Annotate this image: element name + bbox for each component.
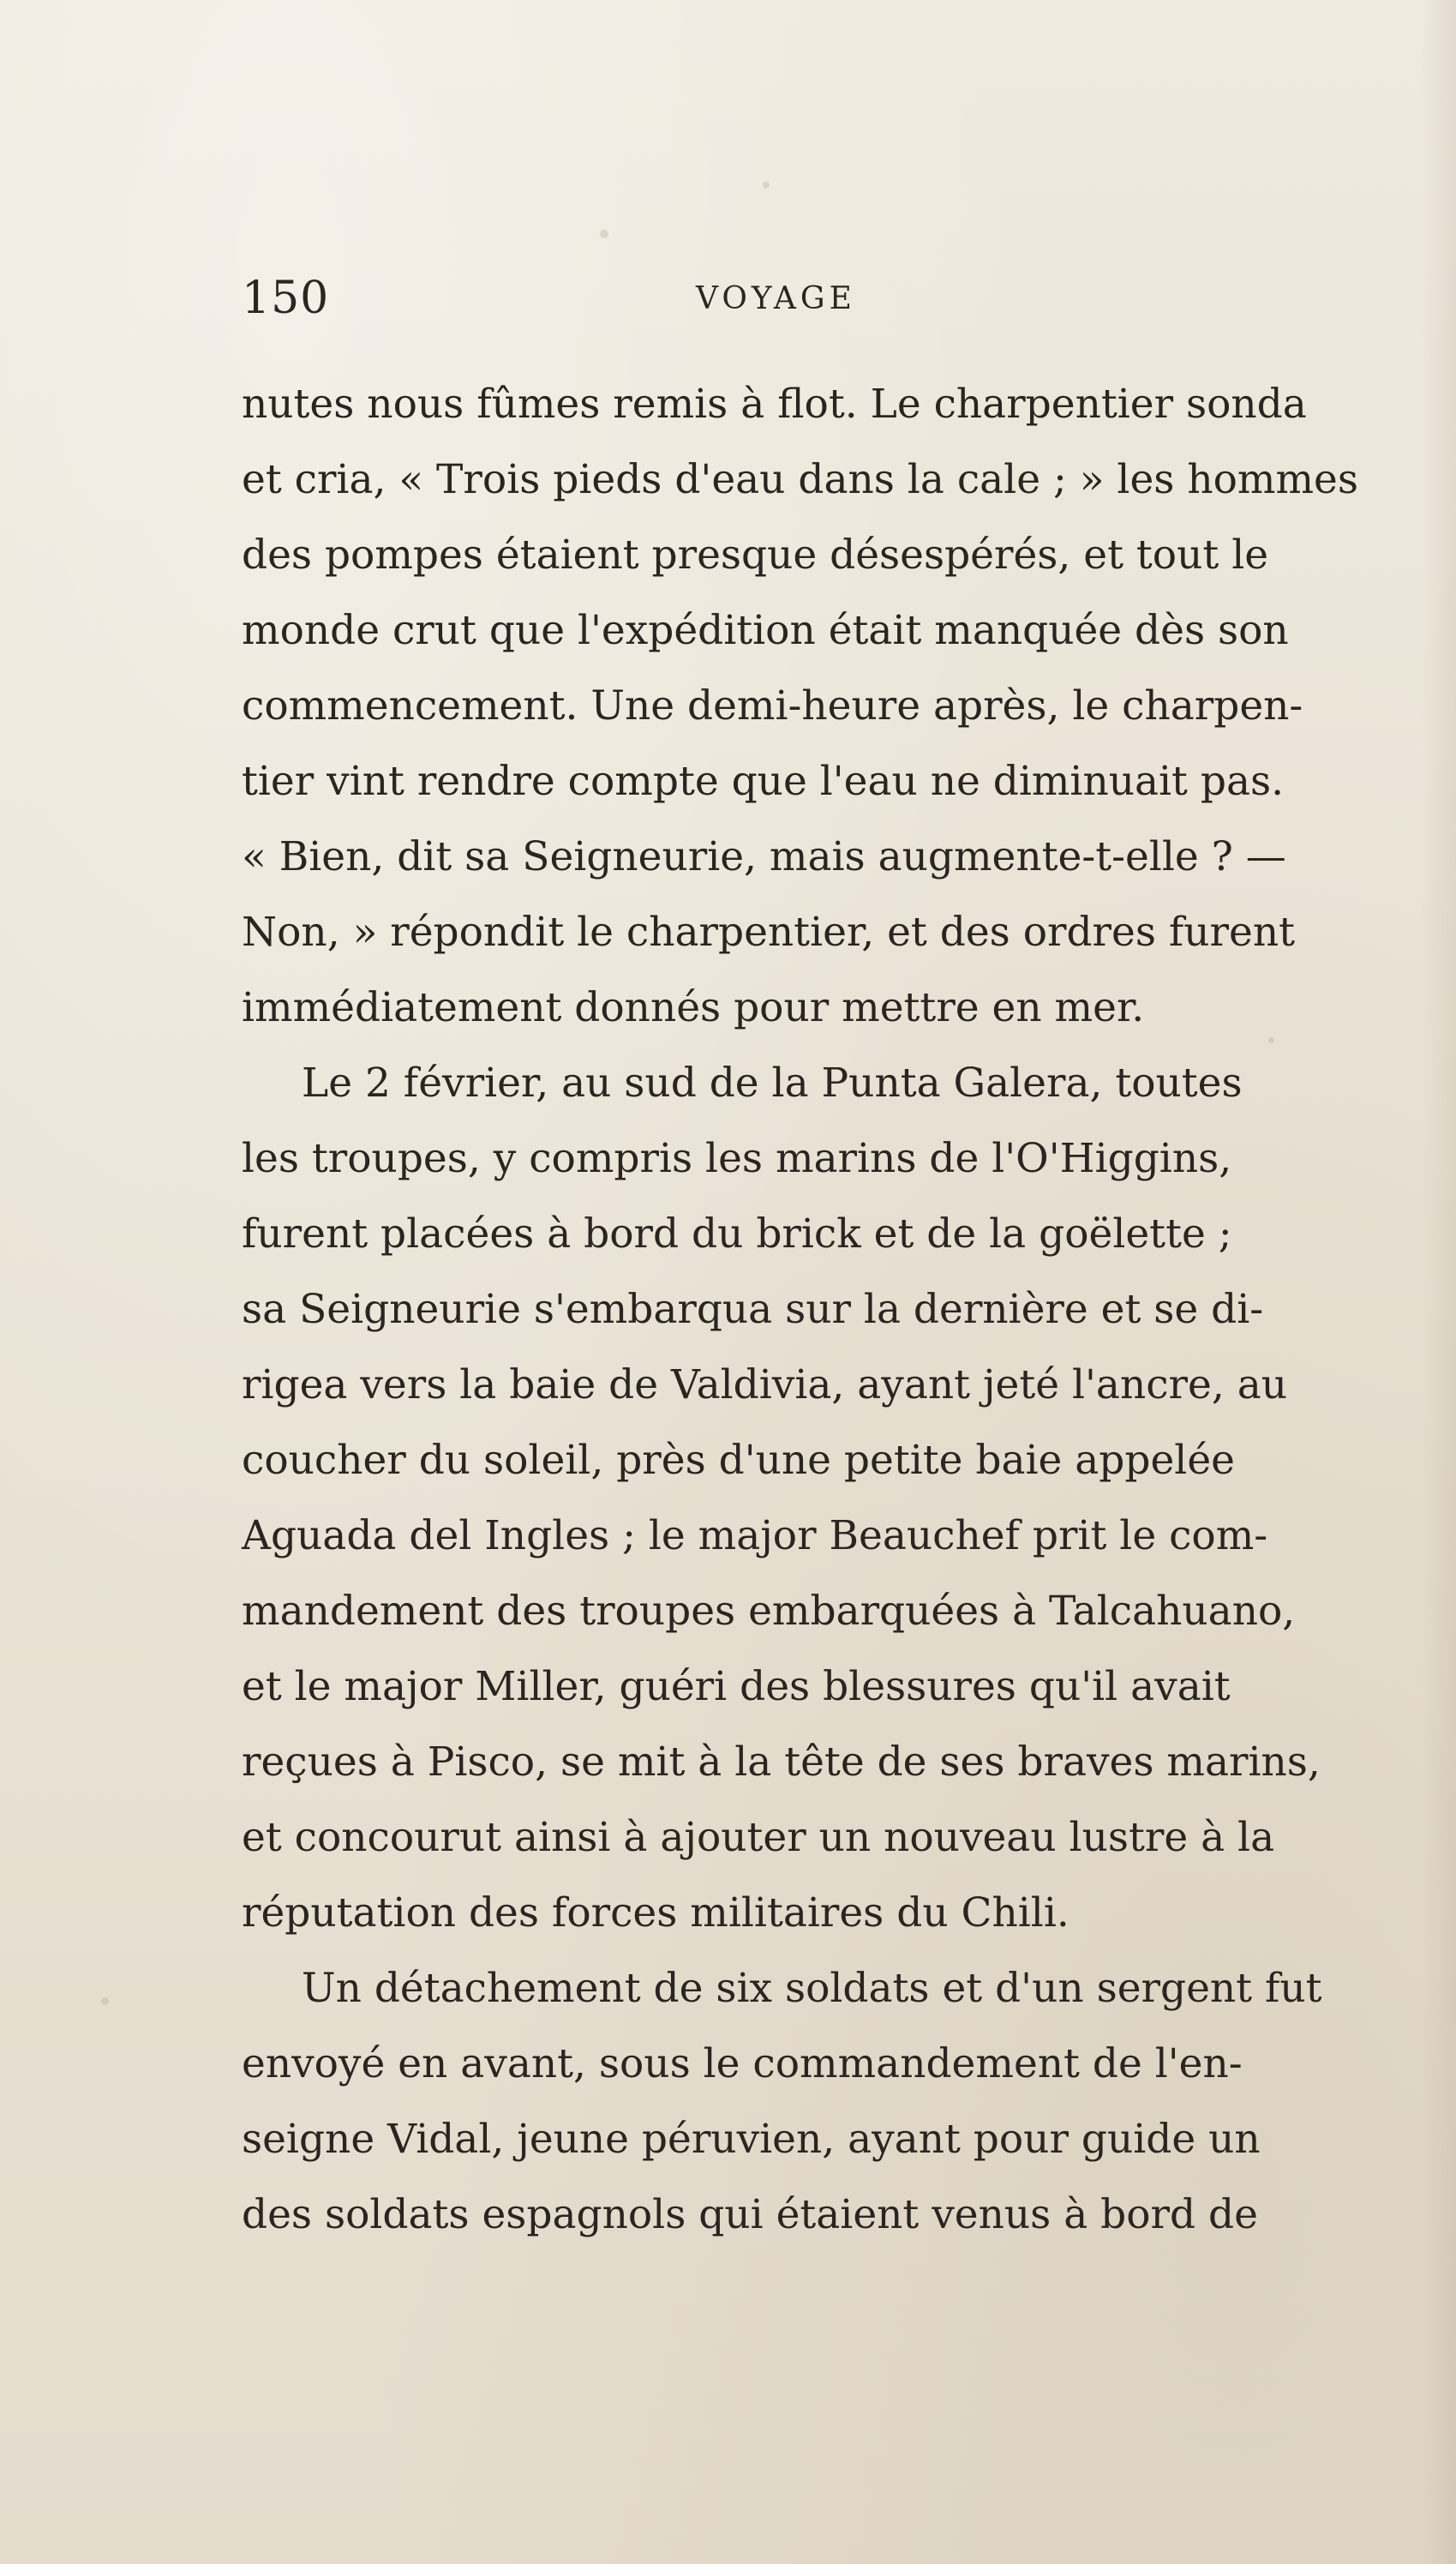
- text-line: Non, » répondit le charpentier, et des ordres furent: [242, 909, 1295, 956]
- text-line: des pompes étaient presque désespérés, et tout le: [242, 531, 1269, 579]
- text-line: « Bien, dit sa Seigneurie, mais augmente-t-elle ? —: [242, 833, 1286, 880]
- text-line: immédiatement donnés pour mettre en mer.: [242, 984, 1145, 1031]
- page-header: [242, 273, 1399, 333]
- page-edge-shading: [1422, 0, 1456, 2564]
- text-line: seigne Vidal, jeune péruvien, ayant pour guide un: [242, 2116, 1261, 2163]
- paragraph-first-line: Un détachement de six soldats et d'un sergent fut: [302, 1965, 1322, 2012]
- text-line: commencement. Une demi-heure après, le charpen-: [242, 682, 1303, 730]
- text-line: des soldats espagnols qui étaient venus à bord de: [242, 2191, 1258, 2238]
- text-line: et le major Miller, guéri des blessures qu'il avait: [242, 1663, 1231, 1710]
- paper-stain: [600, 230, 608, 238]
- text-line: et concourut ainsi à ajouter un nouveau lustre à la: [242, 1814, 1275, 1861]
- text-line: rigea vers la baie de Valdivia, ayant jeté l'ancre, au: [242, 1361, 1288, 1408]
- paper-stain: [101, 1997, 109, 2005]
- text-line: réputation des forces militaires du Chili.: [242, 1889, 1070, 1937]
- text-line: Aguada del Ingles ; le major Beauchef prit le com-: [242, 1512, 1268, 1559]
- body-text: [242, 367, 1399, 2253]
- text-line: nutes nous fûmes remis à flot. Le charpentier sonda: [242, 381, 1307, 428]
- text-line: sa Seigneurie s'embarqua sur la dernière et se di-: [242, 1286, 1264, 1333]
- text-line: tier vint rendre compte que l'eau ne diminuait pas.: [242, 758, 1285, 805]
- text-line: et cria, « Trois pieds d'eau dans la cale ; » les hommes: [242, 456, 1358, 503]
- page-number: 150: [242, 273, 330, 324]
- running-head: VOYAGE: [696, 281, 856, 316]
- text-line: furent placées à bord du brick et de la goëlette ;: [242, 1210, 1232, 1258]
- paper-stain: [763, 182, 770, 189]
- text-line: reçues à Pisco, se mit à la tête de ses braves marins,: [242, 1738, 1321, 1786]
- text-line: mandement des troupes embarquées à Talcahuano,: [242, 1588, 1296, 1635]
- text-line: envoyé en avant, sous le commandement de l'en-: [242, 2040, 1243, 2087]
- paragraph-first-line: Le 2 février, au sud de la Punta Galera, toutes: [302, 1060, 1243, 1107]
- text-line: coucher du soleil, près d'une petite baie appelée: [242, 1437, 1235, 1484]
- text-line: les troupes, y compris les marins de l'O'Higgins,: [242, 1135, 1232, 1182]
- text-line: monde crut que l'expédition était manquée dès son: [242, 607, 1289, 654]
